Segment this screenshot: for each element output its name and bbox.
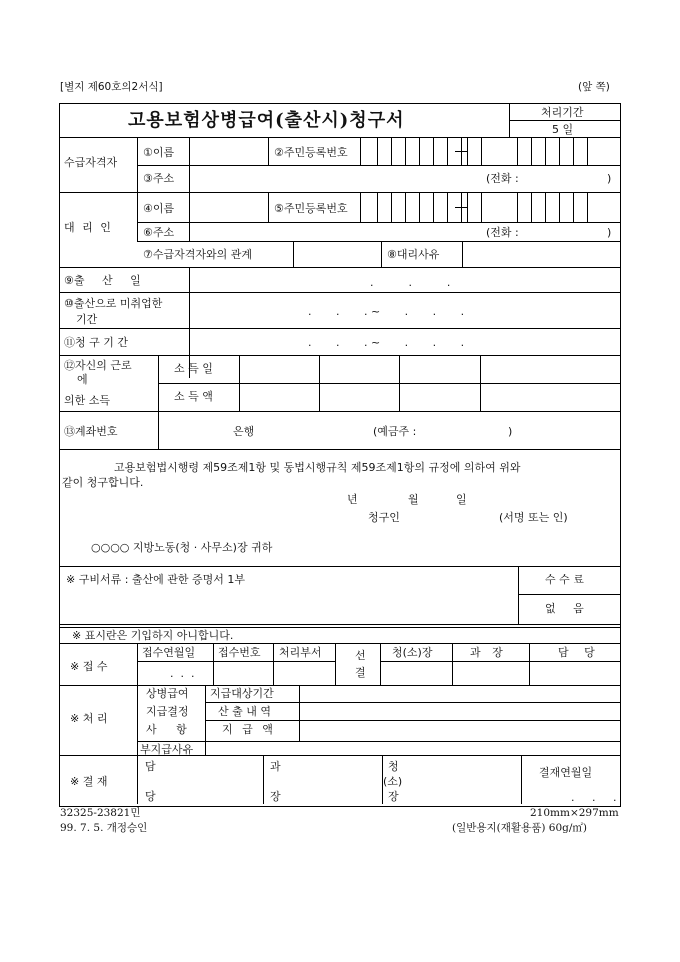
approval-chief-3: 장 [388, 790, 399, 803]
approval-chief-2: (소) [383, 775, 403, 788]
processing-period-label: 처리기간 [541, 106, 584, 119]
processing-reason: 부지급사유 [140, 743, 194, 756]
agent-name-label: ④이름 [143, 202, 175, 215]
reception-approval-1: 선 [355, 649, 366, 662]
agent-phone-open: (전화 : [486, 226, 519, 239]
approval-staff-1: 담 [145, 760, 156, 773]
claim-period-label: ⑪청 구 기 간 [64, 336, 128, 349]
reception-section-label: 과 장 [470, 646, 503, 659]
processing-period-value: 5 일 [552, 123, 574, 136]
account-label: ⑬계좌번호 [64, 425, 118, 438]
birth-date-dots: . . . [370, 276, 451, 289]
footer-approved: 99. 7. 5. 개정승인 [60, 822, 148, 834]
required-documents: ※ 구비서류 : 출산에 관한 증명서 1부 [66, 573, 246, 586]
page-side-label: (앞 쪽) [578, 81, 610, 93]
processing-label: ※ 처 리 [70, 712, 108, 725]
account-bank-label: 은행 [233, 425, 255, 438]
statement-month: 월 [408, 493, 419, 506]
agent-relation-label: ⑦수급자격자와의 관계 [143, 248, 252, 261]
processing-decision: 지급결정 [146, 705, 189, 718]
agent-reason-label: ⑧대리사유 [387, 248, 440, 261]
statement-line-2: 같이 청구합니다. [62, 476, 144, 489]
reception-label: ※ 접 수 [70, 660, 108, 673]
footer-code: 32325-23821민 [60, 807, 141, 819]
reception-date-label: 접수연월일 [142, 646, 196, 659]
recipient-name-label: ①이름 [143, 146, 175, 159]
approval-section-2: 장 [270, 790, 281, 803]
recipient-label: 수급자격자 [64, 156, 118, 169]
unemployed-period-label-1: ⑩출산으로 미취업한 [64, 297, 163, 310]
agent-label: 대 리 인 [64, 221, 113, 234]
statement-signature: (서명 또는 인) [499, 511, 568, 524]
claim-period-dots: . . . ~ . . . [308, 336, 465, 349]
statement-day: 일 [456, 493, 467, 506]
account-holder-open: (예금주 : [373, 425, 417, 438]
recipient-phone-open: (전화 : [486, 172, 519, 185]
office-use-note: ※ 표시란은 기입하지 아니합니다. [72, 629, 234, 642]
birth-date-label: ⑨출 산 일 [64, 274, 141, 287]
statement-addressee: ○○○○ 지방노동(청 · 사무소)장 귀하 [91, 541, 273, 554]
processing-benefit: 상병급여 [146, 687, 189, 700]
income-label-3: 의한 소득 [64, 394, 111, 407]
statement-line-1: 고용보험법시행령 제59조제1항 및 동법시행규칙 제59조제1항의 규정에 의하여 위와 [114, 461, 521, 474]
income-day-label: 소 득 일 [174, 362, 213, 375]
form-title: 고용보험상병급여(출산시)청구서 [128, 110, 405, 131]
reception-approval-2: 결 [355, 666, 366, 679]
footer-paper: (일반용지(재활용품) 60g/㎡) [452, 822, 587, 834]
agent-address-label: ⑥주소 [143, 226, 175, 239]
reception-staff-label: 담 당 [558, 646, 595, 659]
processing-amount: 지 급 액 [222, 723, 273, 736]
fee-value: 없 음 [545, 602, 584, 615]
income-amount-label: 소 득 액 [174, 390, 213, 403]
unemployed-period-dots: . . . ~ . . . [308, 305, 465, 318]
reception-date-dots: . . . [170, 667, 195, 680]
reception-chief-label: 청(소)장 [392, 646, 433, 659]
approval-chief-1: 청 [388, 760, 399, 773]
approval-label: ※ 결 재 [70, 775, 108, 788]
approval-section-1: 과 [270, 760, 281, 773]
approval-date-dots: . . . [571, 791, 617, 804]
statement-year: 년 [347, 493, 358, 506]
income-label-1: ⑫자신의 근로 [64, 359, 132, 372]
statement-claimant: 청구인 [368, 511, 400, 524]
reception-dept-label: 처리부서 [279, 646, 322, 659]
agent-phone-close: ) [607, 226, 612, 239]
footer-size: 210mm×297mm [530, 807, 619, 819]
processing-items: 사 항 [146, 723, 187, 736]
account-holder-close: ) [508, 425, 513, 438]
fee-label: 수 수 료 [545, 573, 584, 586]
agent-rrn-label: ⑤주민등록번호 [274, 202, 348, 215]
recipient-address-label: ③주소 [143, 172, 175, 185]
recipient-rrn-label: ②주민등록번호 [274, 146, 348, 159]
reception-number-label: 접수번호 [218, 646, 261, 659]
recipient-phone-close: ) [607, 172, 612, 185]
unemployed-period-label-2: 기간 [76, 313, 98, 326]
processing-calc: 산 출 내 역 [218, 705, 271, 718]
income-label-2: 에 [77, 373, 88, 386]
approval-staff-2: 당 [145, 790, 156, 803]
processing-period: 지급대상기간 [210, 687, 274, 700]
form-reference: [별지 제60호의2서식] [60, 81, 163, 93]
approval-date-label: 결재연월일 [539, 766, 593, 779]
